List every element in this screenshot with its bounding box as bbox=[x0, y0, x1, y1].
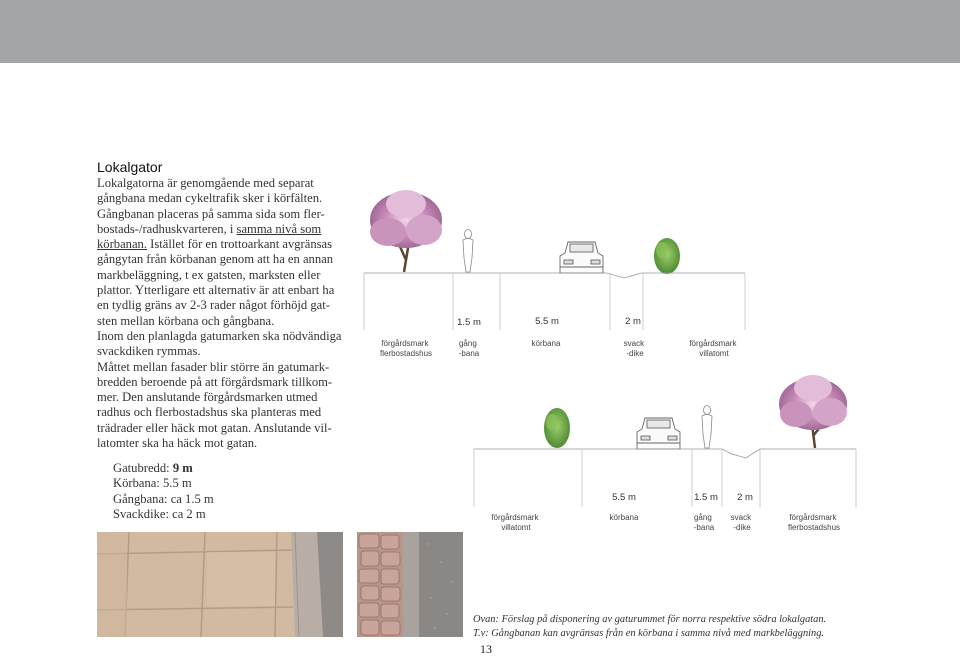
body-line: körbanan. Istället för en trottoarkant avgränsas bbox=[97, 237, 333, 252]
label-korbana: körbana bbox=[609, 513, 639, 522]
body-line: sten mellan körbana och gångbana. bbox=[97, 313, 275, 328]
caption-line-1: Ovan: Förslag på disponering av gaturummet för norra respektive södra lokalgatan. bbox=[473, 614, 827, 625]
dim-gangbana: 1.5 m bbox=[457, 317, 481, 328]
label-forgardsmark-flerbostadshus: förgårdsmark flerbostadshus bbox=[787, 513, 841, 532]
ground-profile bbox=[474, 449, 856, 458]
body-line: mer. Den anslutande förgårdsmarken utmed bbox=[97, 390, 318, 405]
page-number: 13 bbox=[480, 642, 492, 656]
ground-profile bbox=[364, 273, 745, 278]
dim-gangbana: 1.5 m bbox=[694, 492, 718, 503]
fact-svackdike: Svackdike: ca 2 m bbox=[113, 507, 206, 522]
label-korbana: körbana bbox=[531, 339, 561, 348]
figure-caption bbox=[473, 613, 826, 641]
body-line: plattor. Ytterligare ett alternativ är att enbart ha bbox=[97, 283, 335, 298]
body-line: Lokalgatorna är genomgående med separat bbox=[97, 176, 314, 190]
paving-tiles-photo bbox=[97, 532, 343, 637]
body-line: radhus och flerbostadshus ska planteras med bbox=[97, 405, 322, 420]
body-line: en tydlig gräns av 2-3 rader något förhöjd gat- bbox=[97, 298, 330, 313]
fact-korbana: Körbana: 5.5 m bbox=[113, 476, 192, 491]
hedge-icon bbox=[654, 238, 680, 274]
body-line: trädrader eller häck mot gatan. Anslutande vil- bbox=[97, 420, 332, 435]
label-gangbana: gång -bana bbox=[458, 339, 480, 358]
body-line: gångbana medan cykeltrafik sker i körfälten. bbox=[97, 191, 323, 206]
cobblestone-photo bbox=[357, 532, 463, 637]
fact-gatubredd: Gatubredd: 9 m bbox=[113, 461, 193, 475]
body-line: gångytan från körbanan genom att ha en annan bbox=[97, 252, 334, 267]
section-north-diagram bbox=[362, 180, 762, 365]
cherry-tree-icon bbox=[370, 190, 442, 272]
label-forgardsmark-villatomt: förgårdsmark villatomt bbox=[689, 339, 737, 358]
label-forgardsmark-flerbostadshus: förgårdsmark flerbostadshus bbox=[379, 339, 433, 358]
fact-gangbana: Gångbana: ca 1.5 m bbox=[113, 491, 214, 506]
header-bar bbox=[0, 0, 960, 63]
dim-svackdike: 2 m bbox=[625, 316, 641, 327]
body-line: bredden beroende på att förgårdsmark tillkom- bbox=[97, 374, 333, 389]
label-forgardsmark-villatomt: förgårdsmark villatomt bbox=[491, 513, 539, 532]
body-line: Måttet mellan fasader blir större än gatumark- bbox=[97, 359, 330, 374]
body-line: Gångbanan placeras på samma sida som fler- bbox=[97, 206, 325, 221]
caption-line-2: T.v: Gångbanan kan avgränsas från en körbana i samma nivå med markbeläggning. bbox=[473, 628, 825, 639]
dim-korbana: 5.5 m bbox=[612, 492, 636, 503]
body-line: markbeläggning, t ex gatsten, marksten eller bbox=[97, 267, 321, 282]
body-line: bostads-/radhuskvarteren, i samma nivå som bbox=[97, 221, 322, 236]
section-heading: Lokalgator bbox=[97, 159, 163, 175]
body-text bbox=[97, 176, 349, 451]
body-line: svackdiken rymmas. bbox=[97, 344, 201, 359]
body-line: Inom den planlagda gatumarken ska nödvändiga bbox=[97, 328, 342, 343]
pedestrian-outline-icon bbox=[463, 230, 473, 273]
label-gangbana: gång -bana bbox=[693, 513, 715, 532]
underlined-text: körbanan. bbox=[97, 237, 148, 252]
dim-korbana: 5.5 m bbox=[535, 316, 559, 327]
section-south-diagram bbox=[470, 362, 870, 540]
cherry-tree-icon bbox=[779, 375, 847, 448]
car-icon bbox=[637, 418, 680, 449]
dimension-dividers bbox=[474, 449, 856, 507]
hedge-icon bbox=[544, 408, 570, 448]
underlined-text: samma nivå som bbox=[236, 221, 322, 236]
car-icon bbox=[560, 242, 603, 273]
label-svackdike: svack -dike bbox=[623, 339, 645, 358]
dim-svackdike: 2 m bbox=[737, 492, 753, 503]
body-line: latomter ska ha häck mot gatan. bbox=[97, 436, 258, 451]
pedestrian-outline-icon bbox=[702, 406, 712, 449]
label-svackdike: svack -dike bbox=[730, 513, 752, 532]
street-dimensions bbox=[113, 461, 214, 523]
